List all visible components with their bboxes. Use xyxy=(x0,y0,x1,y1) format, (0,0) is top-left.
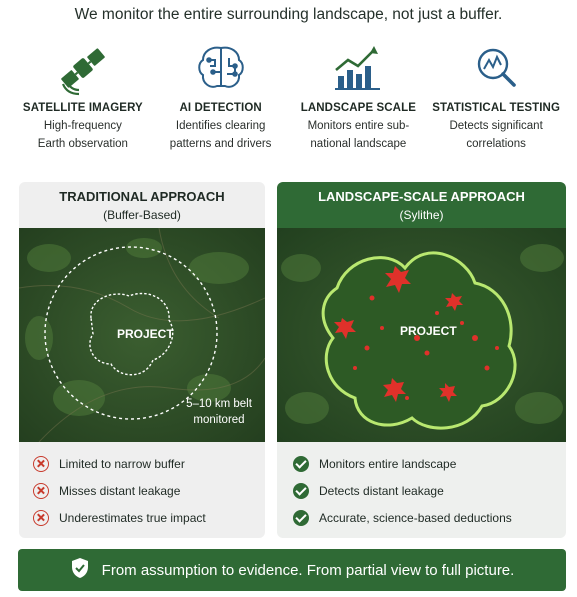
traditional-approach-panel xyxy=(19,182,265,538)
traditional-subtitle: (Buffer-Based) xyxy=(103,208,181,222)
landscape-subtitle: (Sylithe) xyxy=(399,208,444,222)
banner-text: From assumption to evidence. From partial view to full picture. xyxy=(101,561,515,579)
landscape-approach-panel xyxy=(277,182,566,538)
x-circle-icon xyxy=(33,510,49,526)
traditional-list xyxy=(33,450,206,531)
feature-title: AI DETECTION xyxy=(179,102,262,114)
feature-desc-line: Detects significant xyxy=(449,120,543,132)
headline: We monitor the entire surrounding landscape, not just a buffer. xyxy=(74,6,503,23)
traditional-map xyxy=(19,228,265,442)
x-circle-icon xyxy=(33,483,49,499)
belt-label-line: monitored xyxy=(193,414,245,426)
feature-desc-line: Earth observation xyxy=(37,138,128,150)
traditional-title: TRADITIONAL APPROACH xyxy=(59,189,225,204)
feature-title: SATELLITE IMAGERY xyxy=(22,102,143,114)
trend-chart-icon xyxy=(290,40,428,96)
list-item-text: Monitors entire landscape xyxy=(319,456,457,471)
belt-label xyxy=(169,396,265,428)
landscape-header xyxy=(277,182,566,228)
satellite-icon xyxy=(14,40,152,96)
list-item-text: Detects distant leakage xyxy=(319,483,444,498)
feature-statistics xyxy=(427,40,565,153)
feature-landscape xyxy=(290,40,428,153)
check-circle-icon xyxy=(293,483,309,499)
list-item-text: Underestimates true impact xyxy=(59,510,206,525)
feature-desc-line: patterns and drivers xyxy=(169,138,272,150)
landscape-map xyxy=(277,228,566,442)
list-item xyxy=(33,477,206,504)
brain-icon xyxy=(152,40,290,96)
feature-desc-line: High-frequency xyxy=(43,120,122,132)
project-label: PROJECT xyxy=(117,327,174,341)
project-label: PROJECT xyxy=(400,324,457,338)
shield-check-icon xyxy=(70,557,90,583)
feature-ai xyxy=(152,40,290,153)
check-circle-icon xyxy=(293,510,309,526)
feature-desc-line: Monitors entire sub- xyxy=(307,120,410,132)
list-item-text: Limited to narrow buffer xyxy=(59,456,185,471)
magnify-graph-icon xyxy=(427,40,565,96)
feature-desc-line: correlations xyxy=(466,138,526,150)
check-circle-icon xyxy=(293,456,309,472)
feature-title: LANDSCAPE SCALE xyxy=(300,102,416,114)
feature-desc-line: Identifies clearing xyxy=(175,120,266,132)
list-item xyxy=(293,477,512,504)
belt-label-line: 5–10 km belt xyxy=(186,398,252,410)
list-item xyxy=(33,450,206,477)
landscape-title: LANDSCAPE-SCALE APPROACH xyxy=(318,189,525,204)
x-circle-icon xyxy=(33,456,49,472)
summary-banner xyxy=(18,549,566,591)
list-item-text: Accurate, science-based deductions xyxy=(319,510,512,525)
traditional-header xyxy=(19,182,265,228)
feature-title: STATISTICAL TESTING xyxy=(432,102,560,114)
feature-desc-line: national landscape xyxy=(310,138,407,150)
list-item xyxy=(293,504,512,531)
feature-row xyxy=(14,40,565,153)
list-item xyxy=(293,450,512,477)
list-item xyxy=(33,504,206,531)
feature-satellite xyxy=(14,40,152,153)
list-item-text: Misses distant leakage xyxy=(59,483,181,498)
landscape-list xyxy=(293,450,512,531)
